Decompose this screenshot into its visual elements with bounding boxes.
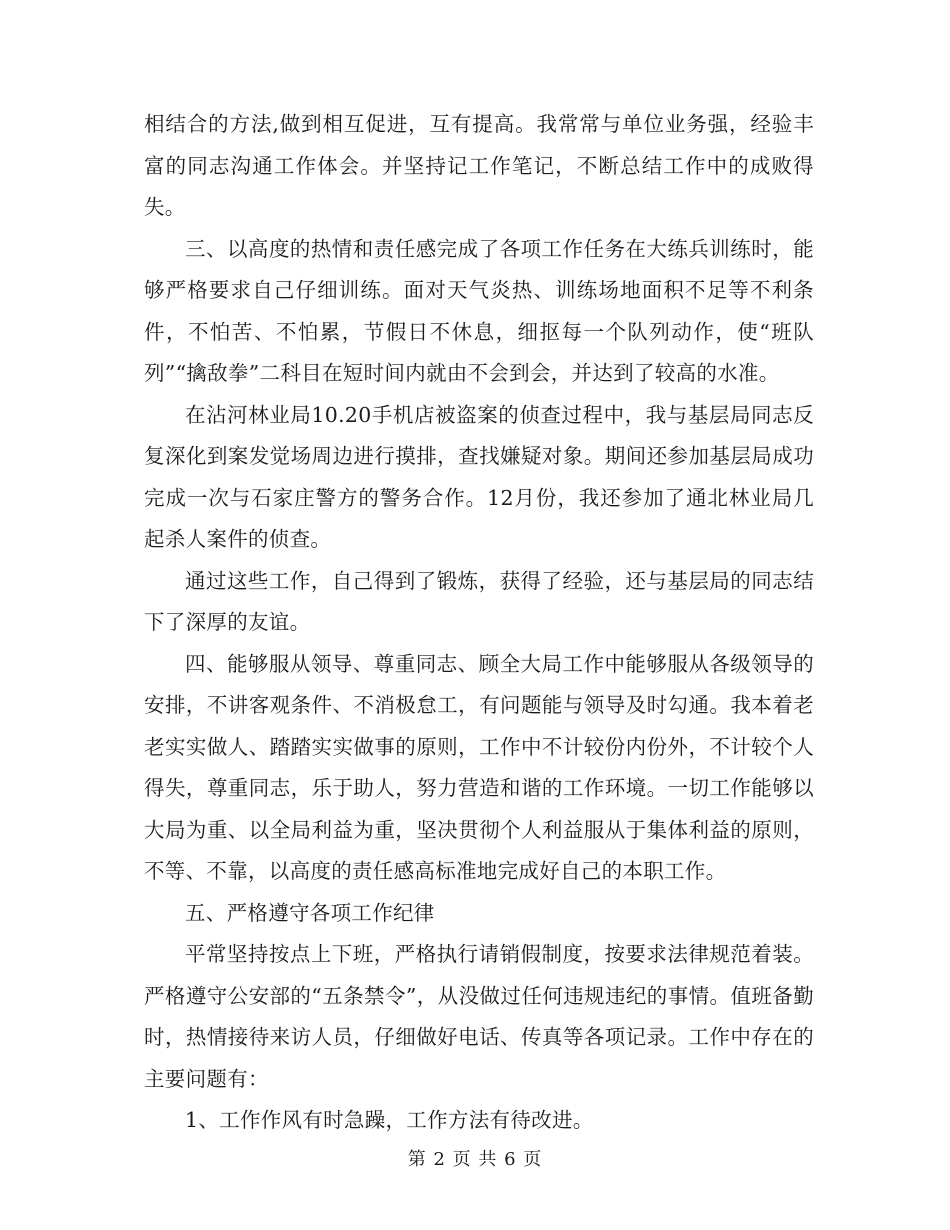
list-item-problem-1: 1、工作作风有时急躁，工作方法有待改进。 xyxy=(185,1108,594,1132)
paragraph-section-4: 四、能够服从领导、尊重同志、顾全大局工作中能够服从各级领导的安排，不讲客观条件、不消极怠工，有问题能与领导及时勾通。我本着老老实实做人、踏踏实实做事的原则，工作中不计较份内份外，不计较个人得失，尊重同志，乐于助人，努力营造和谐的工作环境。一切工作能够以大局为重、以全局利益为重，坚决贯彻个人利益服从于集体利益的原则，不等、不靠，以高度的责任感高标准地完成好自己的本职工作。 xyxy=(144,651,814,883)
page-number-footer: 第 2 页 共 6 页 xyxy=(407,1149,543,1170)
paragraph-discipline: 平常坚持按点上下班，严格执行请销假制度，按要求法律规范着装。严格遵守公安部的“五条禁令”，从没做过任何违规违纪的事情。值班备勤时，热情接待来访人员，仔细做好电话、传真等各项记录。工作中存在的主要问题有： xyxy=(144,942,814,1091)
paragraph-case-investigation: 在沾河林业局10.20手机店被盗案的侦查过程中，我与基层局同志反复深化到案发觉场周边进行摸排，查找嫌疑对象。期间还参加基层局成功完成一次与石家庄警方的警务合作。12月份，我还参加了通北林业局几起杀人案件的侦查。 xyxy=(144,402,814,551)
paragraph-experience: 通过这些工作，自己得到了锻炼，获得了经验，还与基层局的同志结下了深厚的友谊。 xyxy=(144,568,814,634)
heading-section-5: 五、严格遵守各项工作纪律 xyxy=(185,900,435,925)
document-body xyxy=(144,104,814,1142)
paragraph-1: 相结合的方法,做到相互促进，互有提高。我常常与单位业务强，经验丰富的同志沟通工作体会。并坚持记工作笔记，不断总结工作中的成败得失。 xyxy=(144,112,814,219)
paragraph-section-3: 三、以高度的热情和责任感完成了各项工作任务在大练兵训练时，能够严格要求自己仔细训练。面对天气炎热、训练场地面积不足等不利条件，不怕苦、不怕累，节假日不休息，细抠每一个队列动作，使“班队列”“擒敌拳”二科目在短时间内就由不会到会，并达到了较高的水准。 xyxy=(144,236,814,385)
